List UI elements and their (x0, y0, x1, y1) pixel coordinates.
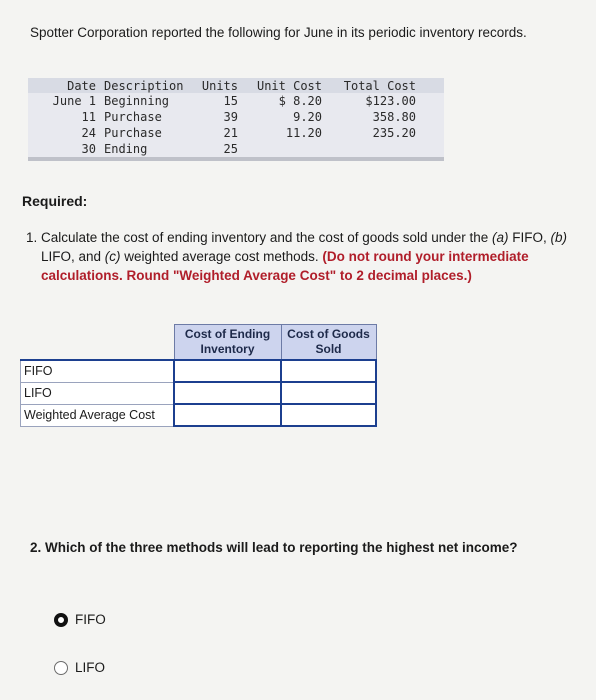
answer-header-row (21, 325, 377, 361)
inventory-records-table (28, 78, 444, 161)
answer-row-weighted-average (21, 404, 377, 426)
answer-row-lifo (21, 382, 377, 404)
header-units: Units (198, 78, 238, 93)
row-date: 30 (81, 142, 96, 156)
weighted-average-cogs-cell[interactable] (281, 404, 376, 426)
fifo-cogs-cell[interactable] (281, 360, 376, 382)
question-2: 2. Which of the three methods will lead to reporting the highest net income? (30, 540, 518, 555)
q1-text-rest: weighted average cost methods. (120, 249, 323, 264)
row-unit-cost: 9.20 (293, 110, 322, 124)
question-1-text (41, 228, 571, 285)
q1-label-b: (b) (550, 230, 568, 245)
header-cost-goods-sold: Cost of Goods Sold (281, 325, 376, 361)
header-unit-cost: Unit Cost (238, 78, 322, 93)
q1-text-fifo: FIFO, (508, 230, 551, 245)
row-total-cost: 235.20 (372, 126, 416, 140)
answer-row-fifo (21, 360, 377, 382)
row-label-fifo: FIFO (21, 360, 175, 382)
row-description: Beginning (104, 94, 170, 108)
row-unit-cost: 11.20 (285, 126, 322, 140)
lifo-ending-inventory-input[interactable] (175, 384, 280, 402)
row-description: Ending (104, 142, 148, 156)
weighted-average-cogs-input[interactable] (282, 406, 375, 424)
row-description: Purchase (104, 110, 162, 124)
weighted-average-ending-inventory-input[interactable] (175, 406, 280, 424)
row-units: 39 (223, 110, 238, 124)
answer-header-blank (21, 325, 175, 361)
row-label-lifo: LIFO (21, 382, 175, 404)
lifo-cogs-cell[interactable] (281, 382, 376, 404)
required-heading: Required: (22, 193, 88, 209)
row-unit-cost: $ 8.20 (278, 94, 322, 108)
q1-text-part: Calculate the cost of ending inventory and the cost of goods sold under the (41, 230, 493, 245)
header-cost-ending-inventory: Cost of Ending Inventory (174, 325, 281, 361)
q1-label-a: (a) (492, 230, 509, 245)
row-description: Purchase (104, 126, 162, 140)
radio-unselected-icon[interactable] (54, 661, 68, 675)
fifo-ending-inventory-cell[interactable] (174, 360, 281, 382)
header-total-cost: Total Cost (322, 78, 444, 93)
option-lifo-label: LIFO (75, 660, 106, 675)
row-total-cost (322, 141, 444, 157)
option-lifo[interactable] (54, 660, 105, 675)
row-date: June 1 (52, 94, 96, 108)
q1-text-lifo: LIFO, and (41, 249, 105, 264)
question-1 (26, 228, 571, 285)
row-date: 24 (81, 126, 96, 140)
inventory-row (28, 141, 444, 157)
row-units: 15 (223, 94, 238, 108)
q1-label-c: (c) (104, 249, 121, 264)
inventory-row (28, 125, 444, 141)
option-fifo-label: FIFO (75, 612, 106, 627)
header-description: Description (104, 78, 198, 93)
row-date: 11 (81, 110, 96, 124)
row-total-cost: $123.00 (365, 94, 416, 108)
fifo-cogs-input[interactable] (282, 362, 375, 380)
lifo-ending-inventory-cell[interactable] (174, 382, 281, 404)
question-1-number: 1. (26, 230, 38, 245)
row-label-weighted-average: Weighted Average Cost (21, 404, 175, 426)
row-unit-cost (238, 141, 322, 157)
radio-selected-icon[interactable] (54, 613, 68, 627)
fifo-ending-inventory-input[interactable] (175, 362, 280, 380)
header-date: Date (28, 78, 104, 93)
row-total-cost: 358.80 (372, 110, 416, 124)
inventory-row (28, 109, 444, 125)
inventory-row (28, 93, 444, 109)
row-units: 25 (223, 142, 238, 156)
answer-table (20, 324, 377, 427)
weighted-average-ending-inventory-cell[interactable] (174, 404, 281, 426)
inventory-header-row (28, 78, 444, 93)
lifo-cogs-input[interactable] (282, 384, 375, 402)
problem-intro: Spotter Corporation reported the following for June in its periodic inventory records. (30, 25, 527, 40)
q1-rounding-instruction: (Do not round your intermediate calculations. Round "Weighted Average Cost" to 2 decimal places.) (41, 249, 529, 283)
row-units: 21 (223, 126, 238, 140)
option-fifo[interactable] (54, 612, 106, 627)
